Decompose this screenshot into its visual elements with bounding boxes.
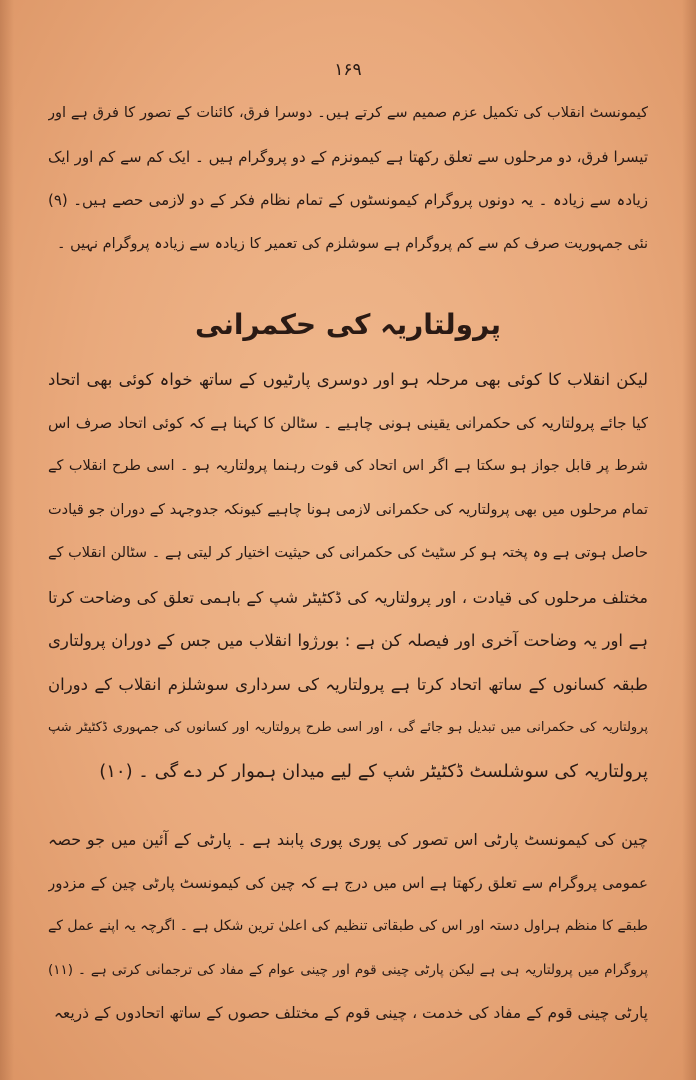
page-number: ۱۶۹	[334, 60, 362, 80]
text-line: عمومی پروگرام سے تعلق رکھتا ہے اس میں درج ہے کہ چین کی کیمونسٹ پارٹی چین کے مزدور	[48, 873, 648, 892]
text-line: حاصل ہوتی ہے وہ پختہ ہو کر سٹیٹ کی حکمرانی کی حیثیت اختیار کر لیتی ہے ۔ سٹالن انقلاب کے	[48, 545, 648, 561]
text-line: زیادہ سے زیادہ ۔ یہ دونوں پروگرام کیمونسٹوں کے تمام نظام فکر کے دو لازمی حصے ہیں۔ (۹)	[48, 191, 648, 209]
text-line: پرولتاریہ کی حکمرانی میں تبدیل ہو جائے گی ، اور اسی طرح پرولتاریہ اور کسانوں کی جمہوری ڈکٹیٹر شپ	[48, 720, 648, 735]
text-line: شرط پر قابل جواز ہو سکتا ہے اگر اس اتحاد کی قوت رہنما پرولتاریہ ہو ۔ اسی طرح انقلاب کے	[48, 458, 648, 474]
text-line: طبقے کا منظم ہراول دستہ اور اس کی طبقاتی تنظیم کی اعلیٰ ترین شکل ہے ۔ اگرچہ یہ اپنے عمل کے	[48, 918, 648, 934]
text-line: تمام مرحلوں میں بھی پرولتاریہ کی حکمرانی لازمی ہونا چاہیے کیونکہ جدوجہد کے دوران جو قیادت	[48, 501, 648, 518]
text-line: نئی جمہوریت صرف کم سے کم پروگرام ہے سوشلزم کی تعمیر کا زیادہ سے زیادہ پروگرام نہیں ۔	[56, 235, 648, 252]
text-line: تیسرا فرق، دو مرحلوں سے تعلق رکھتا ہے کیمونزم کے دو پروگرام ہیں ۔ ایک کم سے کم اور ایک	[48, 147, 648, 166]
page-edge-right	[682, 0, 696, 1080]
text-line: لیکن انقلاب کا کوئی بھی مرحلہ ہو اور دوسری پارٹیوں کے ساتھ خواہ کوئی بھی اتحاد	[48, 370, 648, 389]
text-line: طبقہ کسانوں کے ساتھ اتحاد کرتا ہے پرولتاریہ کی سرداری سوشلزم انقلاب کے دوران	[48, 674, 648, 694]
text-line: ہے اور یہ وضاحت آخری اور فیصلہ کن ہے : بورژوا انقلاب میں جس کے دوران پرولتاری	[48, 631, 648, 650]
text-line: کیمونسٹ انقلاب کی تکمیل عزم صمیم سے کرتے ہیں۔ دوسرا فرق، کائنات کے تصور کا فرق ہے اور	[48, 105, 648, 121]
text-line: چین کی کیمونسٹ پارٹی اس تصور کی پوری پوری پابند ہے ۔ پارٹی کے آئین میں جو حصہ	[48, 830, 648, 849]
section-heading: پرولتاریہ کی حکمرانی	[194, 308, 502, 341]
page-edge-left	[0, 0, 14, 1080]
text-line: پروگرام میں پرولتاریہ ہی ہے لیکن پارٹی چینی قوم اور چینی عوام کے مفاد کی ترجمانی کرتی ہے ۔ (۱۱)	[48, 961, 648, 978]
paragraph-proletariat	[48, 358, 648, 793]
text-line: پارٹی چینی قوم کے مفاد کی خدمت ، چینی قوم کے مختلف حصوں کے ساتھ اتحادوں کے ذریعہ	[53, 1004, 648, 1022]
text-line: مختلف مرحلوں کی قیادت ، اور پرولتاریہ کی ڈکٹیٹر شپ کے باہمی تعلق کی وضاحت کرتا	[48, 587, 648, 607]
paragraph-china	[48, 818, 648, 1036]
paragraph-intro	[48, 92, 648, 266]
text-line: پرولتاریہ کی سوشلسٹ ڈکٹیٹر شپ کے لیے میدان ہموار کر دے گی ۔ (۱۰)	[99, 760, 648, 782]
text-line: کیا جائے پرولتاریہ کی حکمرانی یقینی ہونی چاہیے ۔ سٹالن کا کہنا ہے کہ کوئی اتحاد صرف اس	[48, 413, 648, 432]
